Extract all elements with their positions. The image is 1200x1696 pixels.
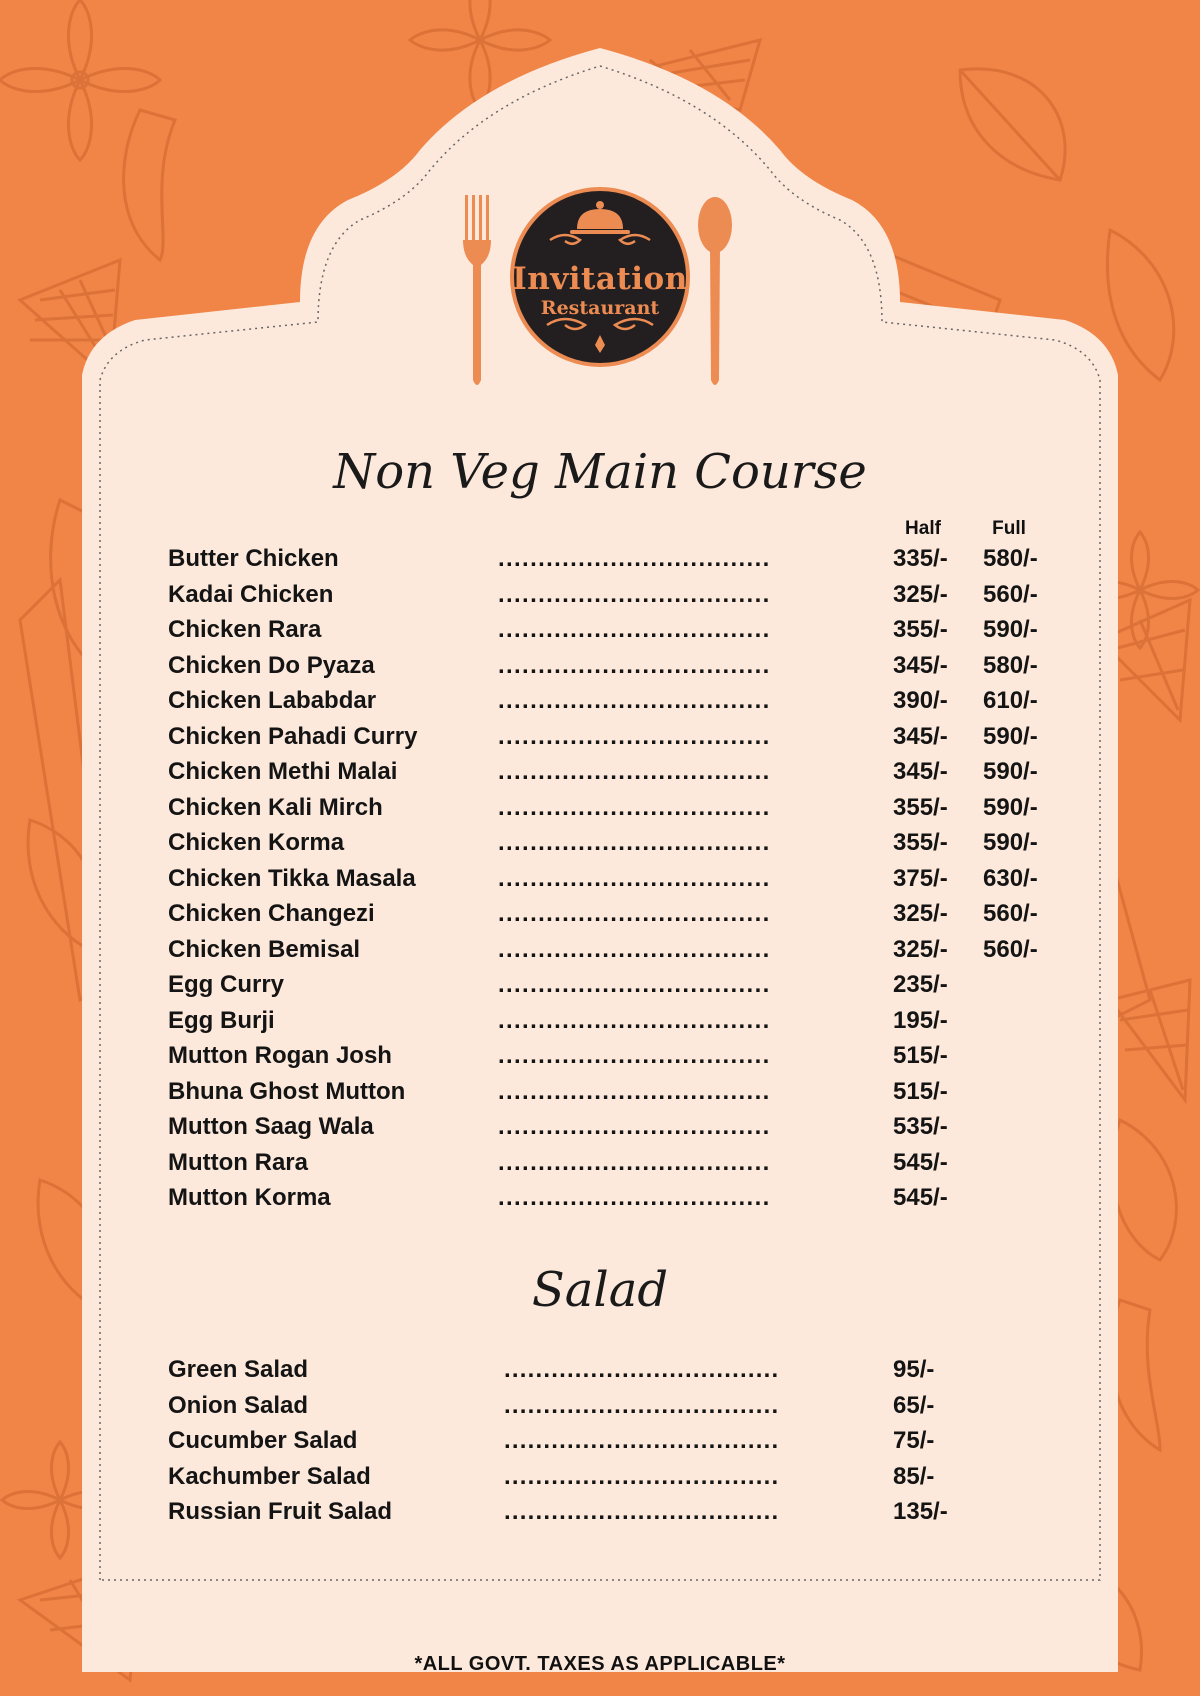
item-name: Mutton Rara: [168, 1148, 308, 1176]
menu-row: [168, 825, 1068, 860]
price-half: 325/-: [893, 935, 948, 963]
menu-row: [168, 612, 1068, 647]
price-half: 355/-: [893, 616, 948, 643]
tax-note: *ALL GOVT. TAXES AS APPLICABLE*: [414, 1653, 786, 1675]
dot-leader: ..................................: [498, 1077, 771, 1105]
price-half: 325/-: [893, 580, 948, 608]
price: 75/-: [893, 1427, 935, 1454]
dot-leader: ..................................: [498, 1184, 771, 1211]
dot-leader: ..................................: [498, 971, 771, 998]
menu-row: [168, 541, 1068, 576]
price-half: 545/-: [893, 1148, 948, 1176]
salad-row: [168, 1423, 1068, 1458]
item-name: Chicken Bemisal: [168, 935, 361, 963]
item-name: Chicken Tikka Masala: [168, 864, 416, 892]
price-full: 630/-: [983, 864, 1038, 892]
dot-leader: ..................................: [498, 545, 771, 572]
price-full: 590/-: [983, 758, 1038, 785]
price-full: 590/-: [983, 616, 1038, 643]
restaurant-logo: [455, 185, 745, 395]
price-half: 545/-: [893, 1184, 948, 1211]
price-half: 515/-: [893, 1077, 948, 1105]
item-name: Chicken Methi Malai: [168, 758, 398, 785]
salad-row: [168, 1494, 1068, 1529]
dot-leader: ..................................: [498, 793, 771, 821]
price-full: 580/-: [983, 545, 1038, 572]
price-half: 375/-: [893, 864, 948, 892]
price: 135/-: [893, 1498, 948, 1525]
dot-leader: ..................................: [498, 1113, 771, 1140]
fork-icon: [463, 195, 491, 385]
menu-row: [168, 1038, 1068, 1073]
menu-row: [168, 1145, 1068, 1180]
item-name: Bhuna Ghost Mutton: [168, 1077, 406, 1105]
price: 65/-: [893, 1391, 935, 1419]
price: 85/-: [893, 1462, 935, 1490]
logo-subtitle: Restaurant: [540, 297, 660, 319]
item-name: Egg Curry: [168, 971, 285, 998]
salad-row: [168, 1459, 1068, 1494]
item-name: Cucumber Salad: [168, 1427, 358, 1454]
price-full: 590/-: [983, 829, 1038, 856]
salad-row: [168, 1388, 1068, 1423]
dot-leader: ...................................: [504, 1498, 780, 1525]
logo-title: Invitation: [512, 261, 688, 297]
item-name: Onion Salad: [168, 1391, 309, 1419]
spoon-icon: [698, 197, 732, 385]
price-full: 560/-: [983, 900, 1038, 927]
dot-leader: ..................................: [498, 722, 771, 750]
menu-row: [168, 719, 1068, 754]
dot-leader: ..................................: [498, 580, 771, 608]
price-half: 195/-: [893, 1006, 948, 1034]
price-half: 345/-: [893, 758, 948, 785]
dot-leader: ..................................: [498, 1148, 771, 1176]
menu-row: [168, 577, 1068, 612]
item-name: Chicken Changezi: [168, 900, 375, 927]
price-full: 610/-: [983, 687, 1038, 714]
menu-row: [168, 1109, 1068, 1144]
menu-row: [168, 1074, 1068, 1109]
price-half: 325/-: [893, 900, 948, 927]
price-full: 560/-: [983, 580, 1038, 608]
price-full: 560/-: [983, 935, 1038, 963]
dot-leader: ..................................: [498, 829, 771, 856]
dot-leader: ..................................: [498, 758, 771, 785]
item-name: Butter Chicken: [168, 545, 339, 572]
item-name: Russian Fruit Salad: [168, 1498, 393, 1525]
price-half: 535/-: [893, 1113, 948, 1140]
dot-leader: ...................................: [504, 1462, 780, 1490]
column-header-full: Full: [992, 518, 1026, 539]
item-name: Chicken Lababdar: [168, 687, 377, 714]
dot-leader: ..................................: [498, 651, 771, 679]
price-half: 515/-: [893, 1042, 948, 1069]
dot-leader: ..................................: [498, 1006, 771, 1034]
salad-row: [168, 1352, 1068, 1387]
menu-row: [168, 967, 1068, 1002]
dot-leader: ..................................: [498, 616, 771, 643]
item-name: Chicken Pahadi Curry: [168, 722, 418, 750]
menu-row: [168, 1003, 1068, 1038]
price-full: 590/-: [983, 793, 1038, 821]
dot-leader: ..................................: [498, 864, 771, 892]
dot-leader: ..................................: [498, 935, 771, 963]
item-name: Egg Burji: [168, 1006, 275, 1034]
menu-row: [168, 932, 1068, 967]
dot-leader: ...................................: [504, 1356, 780, 1383]
price-half: 235/-: [893, 971, 948, 998]
price-full: 590/-: [983, 722, 1038, 750]
dot-leader: ..................................: [498, 1042, 771, 1069]
item-name: Chicken Kali Mirch: [168, 793, 383, 821]
item-name: Kachumber Salad: [168, 1462, 371, 1490]
price-half: 390/-: [893, 687, 948, 714]
price: 95/-: [893, 1356, 935, 1383]
item-name: Mutton Korma: [168, 1184, 331, 1211]
section-title-salad: Salad: [531, 1262, 669, 1318]
menu-row: [168, 648, 1068, 683]
dot-leader: ..................................: [498, 687, 771, 714]
menu-row: [168, 861, 1068, 896]
menu-row: [168, 754, 1068, 789]
item-name: Chicken Korma: [168, 829, 345, 856]
dot-leader: ...................................: [504, 1427, 780, 1454]
item-name: Kadai Chicken: [168, 580, 334, 608]
column-header-half: Half: [905, 518, 941, 539]
item-name: Mutton Rogan Josh: [168, 1042, 392, 1069]
section-title-nonveg: Non Veg Main Course: [333, 444, 867, 500]
menu-row: [168, 896, 1068, 931]
item-name: Mutton Saag Wala: [168, 1113, 374, 1140]
item-name: Chicken Rara: [168, 616, 322, 643]
menu-row: [168, 790, 1068, 825]
item-name: Chicken Do Pyaza: [168, 651, 375, 679]
menu-row: [168, 683, 1068, 718]
menu-row: [168, 1180, 1068, 1215]
price-half: 345/-: [893, 722, 948, 750]
dot-leader: ...................................: [504, 1391, 780, 1419]
price-half: 335/-: [893, 545, 948, 572]
price-half: 355/-: [893, 829, 948, 856]
price-half: 345/-: [893, 651, 948, 679]
price-half: 355/-: [893, 793, 948, 821]
dot-leader: ..................................: [498, 900, 771, 927]
item-name: Green Salad: [168, 1356, 309, 1383]
price-full: 580/-: [983, 651, 1038, 679]
